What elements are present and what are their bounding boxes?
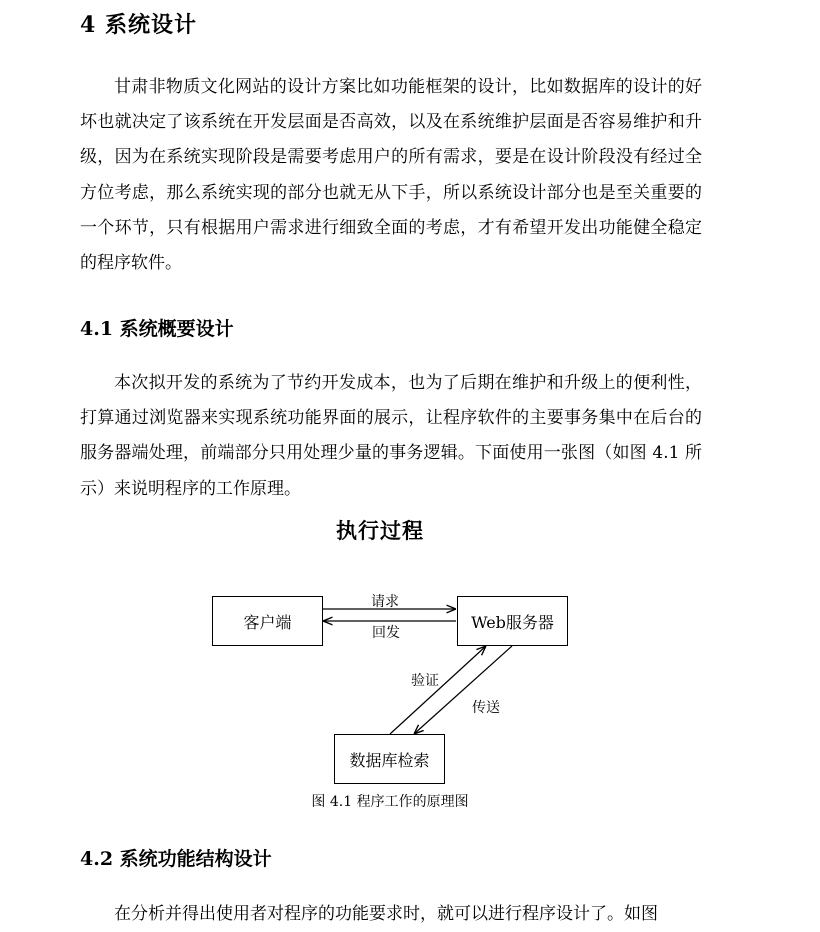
- request-label: 请求: [371, 594, 399, 610]
- verify-label: 验证: [411, 673, 439, 689]
- transfer-label: 传送: [472, 700, 500, 716]
- section-4-2-paragraph: 在分析并得出使用者对程序的功能要求时，就可以进行程序设计了。如图: [114, 904, 658, 924]
- section-4-paragraph: 甘肃非物质文化网站的设计方案比如功能框架的设计，比如数据库的设计的好坏也就决定了该系统在开发层面是否高效，以及在系统维护层面是否容易维护和升级，因为在系统实现阶段是需要考虑用户的所有需求，要是在设计阶段没有经过全方位考虑，那么系统实现的部分也就无从下手，所以系统设计部分也是至关重要的一个环节，只有根据用户需求进行细致全面的考虑，才有希望开发出功能健全稳定的程序软件。: [80, 77, 702, 274]
- verify-arrow: [390, 646, 486, 734]
- response-label: 回发: [372, 625, 400, 641]
- figure-title: 执行过程: [336, 518, 424, 543]
- figure-caption: 图 4.1 程序工作的原理图: [311, 794, 469, 810]
- section-4-1-heading: 4.1 系统概要设计: [80, 318, 234, 340]
- client-node: 客户端: [212, 596, 323, 646]
- web-server-node: Web服务器: [457, 596, 568, 646]
- transfer-arrow: [414, 646, 512, 734]
- section-4-2-heading: 4.2 系统功能结构设计: [80, 848, 272, 870]
- database-node: 数据库检索: [334, 734, 445, 784]
- section-4-1-paragraph: 本次拟开发的系统为了节约开发成本，也为了后期在维护和升级上的便利性，打算通过浏览器来实现系统功能界面的展示，让程序软件的主要事务集中在后台的服务器端处理，前端部分只用处理少量的事务逻辑。下面使用一张图（如图 4.1 所示）来说明程序的工作原理。: [80, 373, 702, 499]
- section-4-heading: 4 系统设计: [80, 12, 197, 38]
